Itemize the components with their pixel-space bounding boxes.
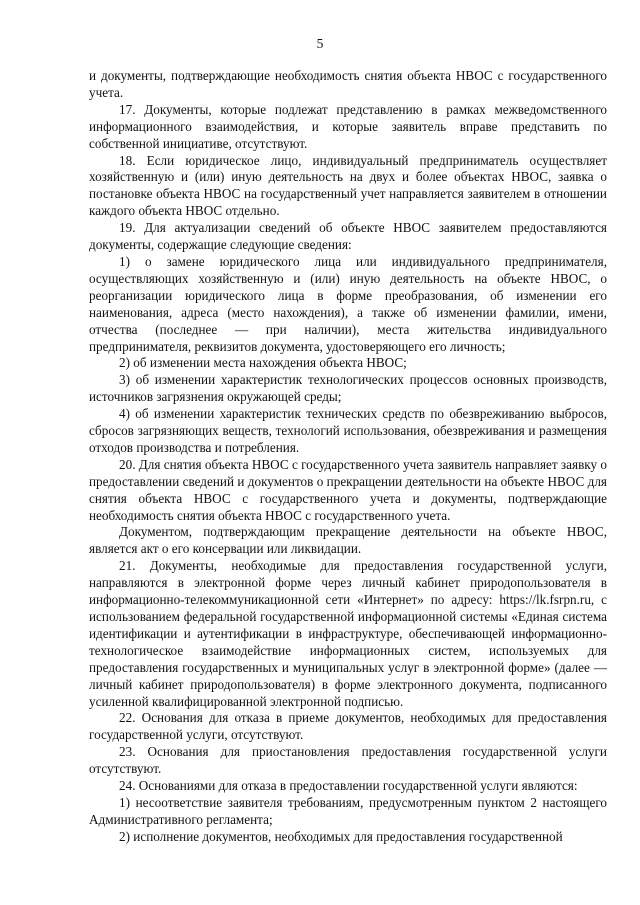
- page-number: 5: [316, 36, 324, 51]
- paragraph-24-item-2: 2) исполнение документов, необходимых для предоставления государственной: [119, 828, 563, 844]
- paragraph-continuation: и документы, подтверждающие необходимость снятия объекта НВОС с государственного учета.: [89, 68, 607, 100]
- paragraph-17: 17. Документы, которые подлежат представлению в рамках межведомственного информационного взаимодействия, и которые заявитель вправе представить по собственной инициативе, отсутствуют.: [89, 101, 607, 151]
- paragraph-19-item-3: 3) об изменении характеристик технологических процессов основных производств, источников загрязнения окружающей среды;: [89, 372, 607, 405]
- page-body: [89, 68, 607, 846]
- paragraph-21: 21. Документы, необходимые для предоставления государственной услуги, направляются в электронной форме через личный кабинет природопользователя в информационно-телекоммуникационной сети «Интернет» по адресу: https://lk.fsrpn.ru, с использованием федеральной государственной информационной системы «Единая система идентификации и аутентификации в инфраструктуре, обеспечивающей информационно-технологическое взаимодействие информационных систем, используемых для предоставления государственных и муниципальных услуг в электронной форме» (далее — личный кабинет природопользователя) в форме электронного документа, подписанного усиленной квалифицированной электронной подписью.: [89, 558, 607, 709]
- paragraph-24: 24. Основаниями для отказа в предоставлении государственной услуги являются:: [119, 778, 578, 794]
- paragraph-24-item-1: 1) несоответствие заявителя требованиям, предусмотренным пунктом 2 настоящего Административного регламента;: [89, 794, 607, 827]
- paragraph-20: 20. Для снятия объекта НВОС с государственного учета заявитель направляет заявку о предоставлении сведений и документов о прекращении деятельности на объекте НВОС для снятия объекта НВОС с государственного учета и документы, подтверждающие необходимость снятия объекта НВОС с государственного учета.: [89, 456, 607, 523]
- paragraph-22: 22. Основания для отказа в приеме документов, необходимых для предоставления государственной услуги, отсутствуют.: [89, 710, 607, 743]
- paragraph-18: 18. Если юридическое лицо, индивидуальный предприниматель осуществляет хозяйственную и (или) иную деятельность на двух и более объектах НВОС, заявка о постановке объекта НВОС на государственный учет направляется заявителем в отношении каждого объекта НВОС отдельно.: [89, 152, 607, 219]
- paragraph-20-note: Документом, подтверждающим прекращение деятельности на объекте НВОС, является акт о его консервации или ликвидации.: [89, 524, 607, 557]
- paragraph-19-item-2: 2) об изменении места нахождения объекта НВОС;: [119, 355, 407, 371]
- paragraph-19-item-1: 1) о замене юридического лица или индивидуального предпринимателя, осуществляющих хозяйственную и (или) иную деятельность на объекте НВОС, о реорганизации юридического лица в форме преобразования, об изменении его наименования, адреса (место нахождения), а также об изменении фамилии, имени, отчества (последнее — при наличии), места жительства индивидуального предпринимателя, реквизитов документа, удостоверяющего его личность;: [89, 253, 607, 354]
- paragraph-19-item-4: 4) об изменении характеристик технических средств по обезвреживанию выбросов, сбросов загрязняющих веществ, технологий использования, обезвреживания и размещения отходов производства и потребления.: [89, 406, 607, 455]
- paragraph-19: 19. Для актуализации сведений об объекте НВОС заявителем предоставляются документы, содержащие следующие сведения:: [89, 220, 607, 253]
- paragraph-23: 23. Основания для приостановления предоставления государственной услуги отсутствуют.: [89, 744, 607, 777]
